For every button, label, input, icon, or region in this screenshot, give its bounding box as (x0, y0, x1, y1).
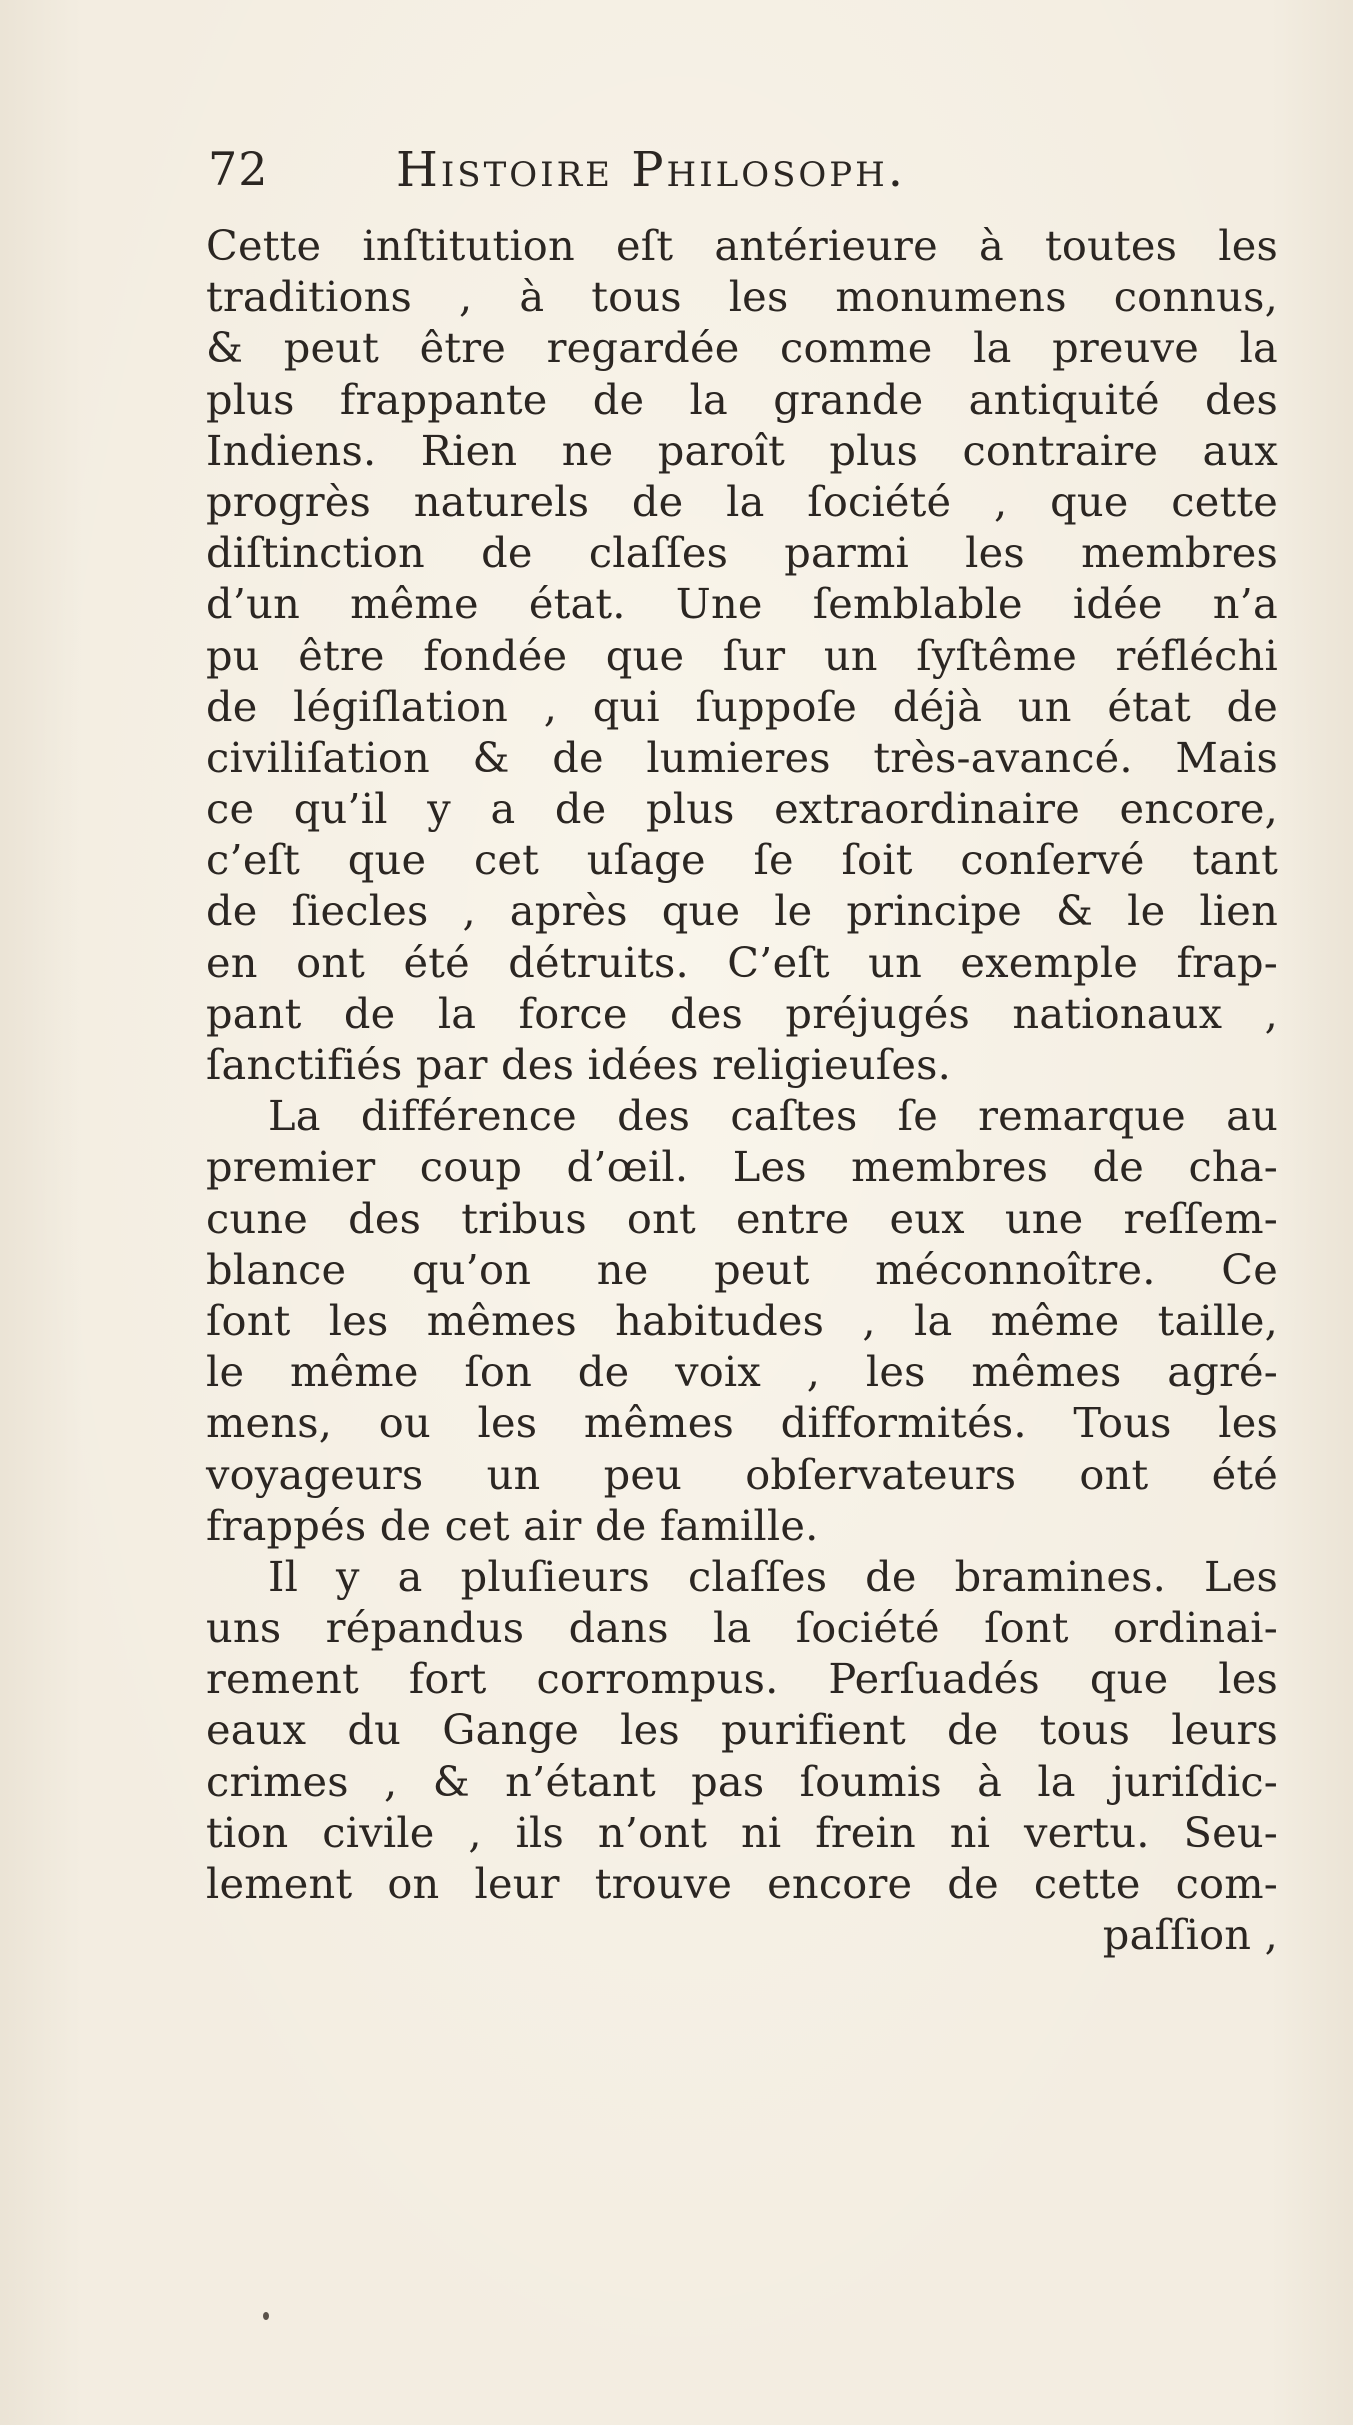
text-line: premier coup d’œil. Les membres de cha- (206, 1142, 1278, 1192)
text-line: plus frappante de la grande antiquité des (206, 374, 1278, 424)
text-line: Indiens. Rien ne paroît plus contraire aux (206, 425, 1278, 475)
text-line: eaux du Gange les purifient de tous leurs (206, 1705, 1278, 1755)
text-line: pu être fondée que ſur un ſyſtême réfléchi (206, 630, 1278, 680)
text-line: ſanctifiés par des idées religieuſes. (206, 1040, 951, 1089)
text-line: ce qu’il y a de plus extraordinaire encore, (206, 784, 1278, 834)
text-line: d’un même état. Une ſemblable idée n’a (206, 579, 1278, 629)
page-header (208, 142, 1168, 202)
text-line: c’eſt que cet uſage ſe ſoit conſervé tant (206, 835, 1278, 885)
text-line: crimes , & n’étant pas ſoumis à la juriſdic- (206, 1756, 1278, 1806)
text-line: uns répandus dans la ſociété ſont ordinai- (206, 1603, 1278, 1653)
text-line: Cette inſtitution eſt antérieure à toutes les (206, 221, 1278, 270)
running-title: Histoire Philosoph. (396, 142, 907, 198)
text-line: cune des tribus ont entre eux une reſſem- (206, 1193, 1278, 1243)
text-line: progrès naturels de la ſociété , que cette (206, 476, 1278, 526)
text-line: de légiſlation , qui ſuppoſe déjà un état de (206, 681, 1278, 731)
text-line: civiliſation & de lumieres très-avancé. Mais (206, 732, 1278, 782)
ink-speck (263, 2312, 269, 2320)
body-text (206, 220, 1278, 1960)
catchword: paſſion , (1102, 1910, 1278, 1960)
text-line: mens, ou les mêmes difformités. Tous les (206, 1398, 1278, 1448)
text-line: de ſiecles , après que le principe & le lien (206, 886, 1278, 936)
text-line: rement fort corrompus. Perſuadés que les (206, 1654, 1278, 1704)
text-line: traditions , à tous les monumens connus, (206, 272, 1278, 322)
text-line: tion civile , ils n’ont ni frein ni vertu. Seu- (206, 1807, 1278, 1857)
text-line: lement on leur trouve encore de cette com- (206, 1859, 1278, 1908)
text-line: diſtinction de claſſes parmi les membres (206, 528, 1278, 578)
text-line: blance qu’on ne peut méconnoître. Ce (206, 1244, 1278, 1294)
page-number: 72 (208, 142, 269, 196)
text-line: voyageurs un peu obſervateurs ont été (206, 1449, 1278, 1499)
text-line: ſont les mêmes habitudes , la même taille, (206, 1295, 1278, 1345)
text-line: frappés de cet air de famille. (206, 1500, 819, 1550)
text-line: pant de la force des préjugés nationaux , (206, 988, 1278, 1038)
text-line: le même ſon de voix , les mêmes agré- (206, 1347, 1278, 1397)
paragraph-first-line: Il y a pluſieurs claſſes de bramines. Les (268, 1551, 1278, 1601)
paragraph-first-line: La différence des caſtes ſe remarque au (268, 1091, 1278, 1141)
text-line: en ont été détruits. C’eſt un exemple frap- (206, 937, 1278, 987)
text-line: & peut être regardée comme la preuve la (206, 323, 1278, 373)
